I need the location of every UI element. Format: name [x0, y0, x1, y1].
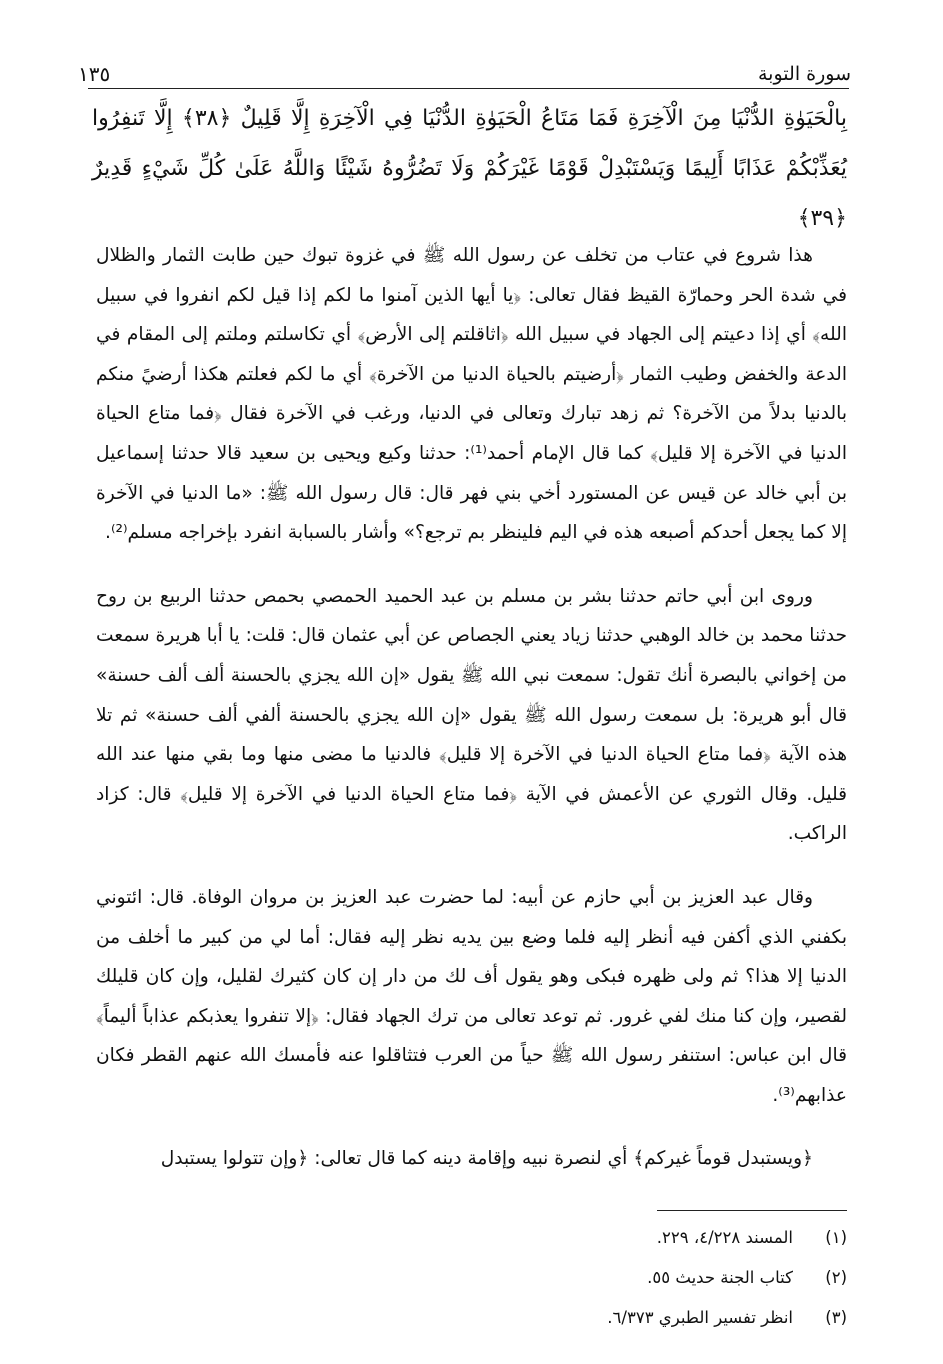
footnotes — [96, 1218, 847, 1338]
footnote-text: كتاب الجنة حديث ٥٥. — [647, 1268, 793, 1287]
footnote-number: (١) — [825, 1228, 847, 1247]
quran-verse: بِالْحَيَوٰةِ الدُّنْيَا مِنَ الْآخِرَةِ فَمَا مَتَاعُ الْحَيَوٰةِ الدُّنْيَا فِي الْآخِرَةِ إِلَّا قَلِيلٌ ﴿٣٨﴾ إِلَّا تَنفِرُوا يُعَذِّبْكُمْ عَذَابًا أَلِيمًا وَيَسْتَبْدِلْ قَوْمًا غَيْرَكُمْ وَلَا تَضُرُّوهُ شَيْئًا وَاللَّهُ عَلَىٰ كُلِّ شَيْءٍ قَدِيرٌ ﴿٣٩﴾ — [92, 106, 847, 231]
footnote-3 — [96, 1298, 847, 1338]
footnote-number: (٢) — [825, 1268, 847, 1287]
footnote-2 — [96, 1258, 847, 1298]
page-header — [78, 56, 851, 92]
paragraph-2: وروى ابن أبي حاتم حدثنا بشر بن مسلم بن عبد الحميد الحمصي بحمص حدثنا الربيع بن روح حدثنا محمد بن خالد الوهبي حدثنا زياد يعني الجصاص عن أبي عثمان قال: قلت: يا أبا هريرة سمعت من إخواني بالبصرة أنك تقول: سمعت نبي الله ﷺ يقول «إن الله يجزي بالحسنة ألف ألف حسنة» قال أبو هريرة: بل سمعت رسول الله ﷺ يقول «إن الله يجزي بالحسنة ألفي ألف حسنة» ثم تلا هذه الآية ﴿فما متاع الحياة الدنيا في الآخرة إلا قليل﴾ فالدنيا ما مضى منها وما بقي منها عند الله قليل. وقال الثوري عن الأعمش في الآية ﴿فما متاع الحياة الدنيا في الآخرة إلا قليل﴾ قال: كزاد الراكب. — [96, 585, 847, 845]
footnote-text: المسند ٤/٢٢٨، ٢٢٩. — [656, 1228, 793, 1247]
page-number: ١٣٥ — [78, 62, 111, 86]
footnote-1 — [96, 1218, 847, 1258]
footnote-number: (٣) — [825, 1308, 847, 1327]
footnote-rule — [657, 1210, 847, 1211]
paragraph-3: وقال عبد العزيز بن أبي حازم عن أبيه: لما حضرت عبد العزيز بن مروان الوفاة. قال: ائتوني بكفني الذي أكفن فيه أنظر إليه فلما وضع بين يديه نظر إليه فقال: أما لي من كبير ما أخلف من الدنيا إلا هذا؟ ثم ولى ظهره فبكى وهو يقول أف لك من دار إن كان كثيرك لقليل، وإن كان قليلك لقصير، وإن كنا منك لفي غرور. ثم توعد تعالى من ترك الجهاد فقال: ﴿إلا تنفروا يعذبكم عذاباً أليماً﴾ قال ابن عباس: استنفر رسول الله ﷺ حياً من العرب فتثاقلوا عنه فأمسك الله عنهم القطر فكان عذابهم⁽³⁾. — [96, 886, 847, 1106]
footnote-text: انظر تفسير الطبري ٦/٣٧٣. — [607, 1308, 793, 1327]
surah-title: سورة التوبة — [758, 63, 851, 85]
paragraph-1: هذا شروع في عتاب من تخلف عن رسول الله ﷺ في غزوة تبوك حين طابت الثمار والظلال في شدة الحر وحمارّة القيظ فقال تعالى: ﴿يا أيها الذين آمنوا ما لكم إذا قيل لكم انفروا في سبيل الله﴾ أي إذا دعيتم إلى الجهاد في سبيل الله ﴿اثاقلتم إلى الأرض﴾ أي تكاسلتم وملتم إلى المقام في الدعة والخفض وطيب الثمار ﴿أرضيتم بالحياة الدنيا من الآخرة﴾ أي ما لكم فعلتم هكذا أرضيً منكم بالدنيا بدلاً من الآخرة؟ ثم زهد تبارك وتعالى في الدنيا، ورغب في الآخرة فقال ﴿فما متاع الحياة الدنيا في الآخرة إلا قليل﴾ كما قال الإمام أحمد⁽¹⁾: حدثنا وكيع ويحيى بن سعيد قالا حدثنا إسماعيل بن أبي خالد عن قيس عن المستورد أخي بني فهر قال: قال رسول الله ﷺ: «ما الدنيا في الآخرة إلا كما يجعل أحدكم أصبعه هذه في اليم فلينظر بم ترجع؟» وأشار بالسبابة انفرد بإخراجه مسلم⁽²⁾. — [96, 245, 847, 544]
header-rule — [88, 88, 849, 89]
paragraph-4: ﴿ويستبدل قوماً غيركم﴾ أي لنصرة نبيه وإقامة دينه كما قال تعالى: ﴿وإن تتولوا يستبدل — [160, 1148, 813, 1170]
commentary-body — [96, 236, 847, 1203]
